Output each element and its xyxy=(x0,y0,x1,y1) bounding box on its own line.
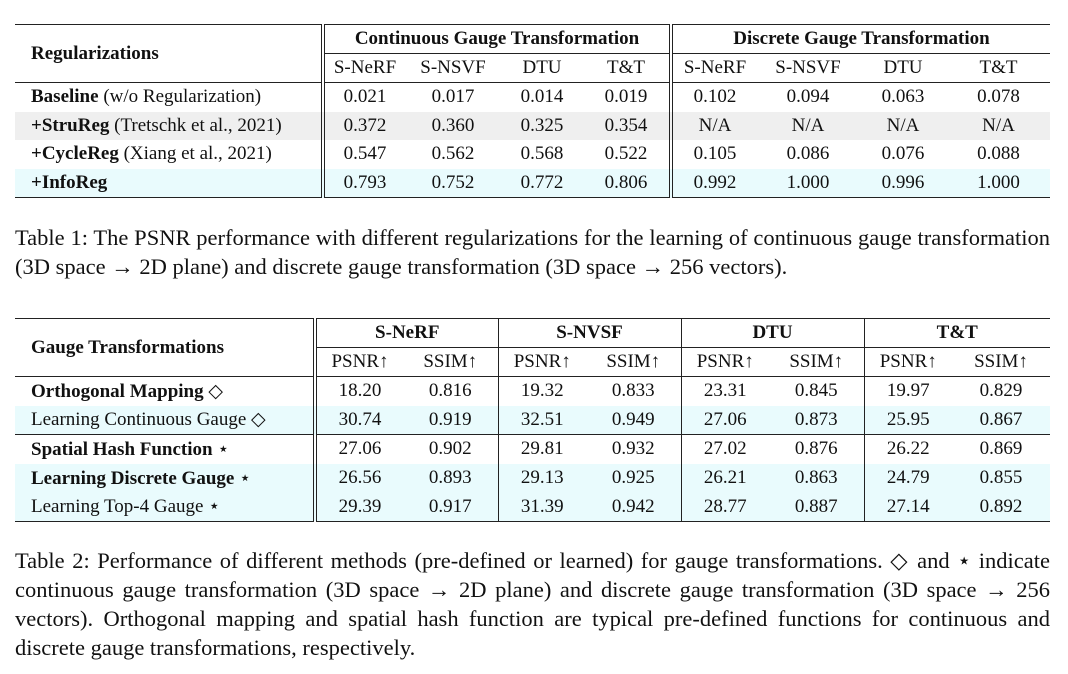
method-name: Learning Top-4 Gauge xyxy=(31,496,204,518)
table1-group-discrete: Discrete Gauge Transformation xyxy=(671,25,1050,54)
table2-subcol: SSIM↑ xyxy=(769,348,864,377)
discrete-marker-icon: ⋆ xyxy=(217,438,230,460)
cell: 27.02 xyxy=(681,435,769,464)
table2-subcol: PSNR↑ xyxy=(498,348,586,377)
cell: 0.919 xyxy=(428,408,472,430)
cell: 31.39 xyxy=(498,492,586,521)
table1-col-header: T&T xyxy=(583,54,671,83)
continuous-marker-icon: ◇ xyxy=(208,380,223,402)
cell: 26.22 xyxy=(864,435,952,464)
method-name: +InfoReg xyxy=(31,171,108,193)
cell: 23.31 xyxy=(681,377,769,406)
cell: 0.752 xyxy=(431,171,475,193)
cell: 29.39 xyxy=(315,492,403,521)
table-row xyxy=(15,169,1050,198)
table2-subcol: SSIM↑ xyxy=(952,348,1050,377)
table-row xyxy=(15,435,1050,464)
cell: 27.06 xyxy=(315,435,403,464)
cell: 0.021 xyxy=(323,83,405,112)
row-label xyxy=(15,377,315,406)
cell: 0.354 xyxy=(604,114,648,136)
cell: 0.806 xyxy=(604,171,648,193)
cell: 26.56 xyxy=(315,464,403,493)
cell: 0.863 xyxy=(794,467,838,489)
cell: 0.833 xyxy=(611,380,655,402)
cell: 32.51 xyxy=(498,406,586,435)
row-label xyxy=(15,112,323,141)
cell: 0.019 xyxy=(604,86,648,108)
table1-col-header: S-NeRF xyxy=(671,54,757,83)
method-name: Baseline xyxy=(31,86,99,108)
table-row xyxy=(15,406,1050,435)
discrete-marker-icon: ⋆ xyxy=(208,496,221,518)
cell: 29.13 xyxy=(498,464,586,493)
cell: 0.845 xyxy=(794,380,838,402)
table1-col-header: S-NSVF xyxy=(405,54,501,83)
cell: 0.793 xyxy=(323,169,405,198)
table2-group: T&T xyxy=(864,319,1050,348)
cell: 0.017 xyxy=(431,86,475,108)
cell: 27.06 xyxy=(681,406,769,435)
cell: 0.949 xyxy=(611,408,655,430)
row-label xyxy=(15,492,315,521)
table-row xyxy=(15,140,1050,169)
cell: 0.829 xyxy=(979,380,1023,402)
cell: 0.772 xyxy=(520,171,564,193)
table1-col-header: T&T xyxy=(947,54,1050,83)
cell: 0.992 xyxy=(671,169,757,198)
cell: 0.887 xyxy=(794,495,838,517)
cell: 0.325 xyxy=(520,114,564,136)
cell: 0.996 xyxy=(881,171,925,193)
table2-subcol: SSIM↑ xyxy=(403,348,498,377)
table2-row-header: Gauge Transformations xyxy=(15,319,315,377)
table2-group: DTU xyxy=(681,319,864,348)
cell: 0.063 xyxy=(881,86,925,108)
cell: N/A xyxy=(886,114,920,136)
cell: 0.892 xyxy=(979,495,1023,517)
cell: 0.867 xyxy=(979,408,1023,430)
row-label xyxy=(15,83,323,112)
row-label xyxy=(15,140,323,169)
cell: 30.74 xyxy=(315,406,403,435)
table1-col-header: DTU xyxy=(859,54,947,83)
method-name: Spatial Hash Function xyxy=(31,438,213,460)
cell: 0.086 xyxy=(786,143,830,165)
method-ref: (Xiang et al., 2021) xyxy=(123,143,272,165)
table-row xyxy=(15,377,1050,406)
method-ref: (w/o Regularization) xyxy=(103,86,262,108)
cell: 0.360 xyxy=(431,114,475,136)
cell: 1.000 xyxy=(786,171,830,193)
row-label xyxy=(15,406,315,435)
table2-group: S-NVSF xyxy=(498,319,681,348)
method-ref: (Tretschk et al., 2021) xyxy=(114,114,282,136)
table1-col-header: S-NeRF xyxy=(323,54,405,83)
row-label xyxy=(15,464,315,493)
method-name: Learning Continuous Gauge xyxy=(31,409,247,431)
cell: 1.000 xyxy=(977,171,1020,193)
row-label xyxy=(15,435,315,464)
method-name: Orthogonal Mapping xyxy=(31,380,204,402)
table2-subcol: PSNR↑ xyxy=(315,348,403,377)
cell: 0.094 xyxy=(786,86,830,108)
cell: 19.32 xyxy=(498,377,586,406)
table1-row-header: Regularizations xyxy=(15,25,323,83)
table1-caption: Table 1: The PSNR performance with different regularizations for the learning of continuous gauge transformation (3D space → 2D plane) and discrete gauge transformation (3D space → 256 vectors). xyxy=(15,225,1050,279)
cell: N/A xyxy=(982,114,1015,136)
method-name: +StruReg xyxy=(31,114,110,136)
cell: 19.97 xyxy=(864,377,952,406)
continuous-marker-icon: ◇ xyxy=(251,409,266,431)
cell: N/A xyxy=(671,112,757,141)
cell: 0.876 xyxy=(769,435,864,464)
cell: 0.893 xyxy=(428,467,472,489)
table-row xyxy=(15,83,1050,112)
cell: 0.076 xyxy=(881,143,925,165)
table-row xyxy=(15,112,1050,141)
cell: 0.873 xyxy=(794,408,838,430)
cell: 0.547 xyxy=(323,140,405,169)
cell: 0.105 xyxy=(671,140,757,169)
cell: 29.81 xyxy=(498,435,586,464)
table-row xyxy=(15,464,1050,493)
discrete-marker-icon: ⋆ xyxy=(239,467,251,489)
table1-col-header: S-NSVF xyxy=(757,54,859,83)
table1-group-continuous: Continuous Gauge Transformation xyxy=(323,25,671,54)
cell: 24.79 xyxy=(864,464,952,493)
method-name: +CycleReg xyxy=(31,143,119,165)
table2-subcol: SSIM↑ xyxy=(586,348,681,377)
cell: 0.942 xyxy=(611,495,655,517)
table2-subcol: PSNR↑ xyxy=(864,348,952,377)
cell: 0.932 xyxy=(586,435,681,464)
cell: 0.568 xyxy=(520,143,564,165)
cell: 0.816 xyxy=(428,380,472,402)
cell: 28.77 xyxy=(681,492,769,521)
table2-group: S-NeRF xyxy=(315,319,498,348)
cell: 26.21 xyxy=(681,464,769,493)
gauge-transformation-table xyxy=(15,318,1050,522)
cell: 0.078 xyxy=(977,86,1020,108)
cell: 0.372 xyxy=(323,112,405,141)
cell: 0.088 xyxy=(977,143,1020,165)
regularization-table xyxy=(15,24,1050,198)
row-label xyxy=(15,169,323,198)
table1-col-header: DTU xyxy=(501,54,583,83)
cell: 0.855 xyxy=(979,467,1023,489)
cell: 0.562 xyxy=(431,143,475,165)
table2-caption: Table 2: Performance of different methods (pre-defined or learned) for gauge transformations. ◇ and ⋆ indicate continuous gauge transformation (3D space → 2D plane) and discrete gauge transformation (3D space → 256 vectors). Orthogonal mapping and spatial hash function are typical pre-defined functions for continuous and discrete gauge transformations, respectively. xyxy=(15,548,1050,660)
cell: 0.917 xyxy=(428,495,472,517)
cell: 0.925 xyxy=(611,467,655,489)
cell: 0.869 xyxy=(952,435,1050,464)
table-row xyxy=(15,492,1050,521)
cell: 27.14 xyxy=(864,492,952,521)
cell: 18.20 xyxy=(315,377,403,406)
cell: 0.522 xyxy=(604,143,648,165)
cell: 0.902 xyxy=(403,435,498,464)
cell: N/A xyxy=(791,114,825,136)
method-name: Learning Discrete Gauge xyxy=(31,467,235,489)
cell: 0.014 xyxy=(520,86,564,108)
cell: 25.95 xyxy=(864,406,952,435)
cell: 0.102 xyxy=(671,83,757,112)
table2-subcol: PSNR↑ xyxy=(681,348,769,377)
